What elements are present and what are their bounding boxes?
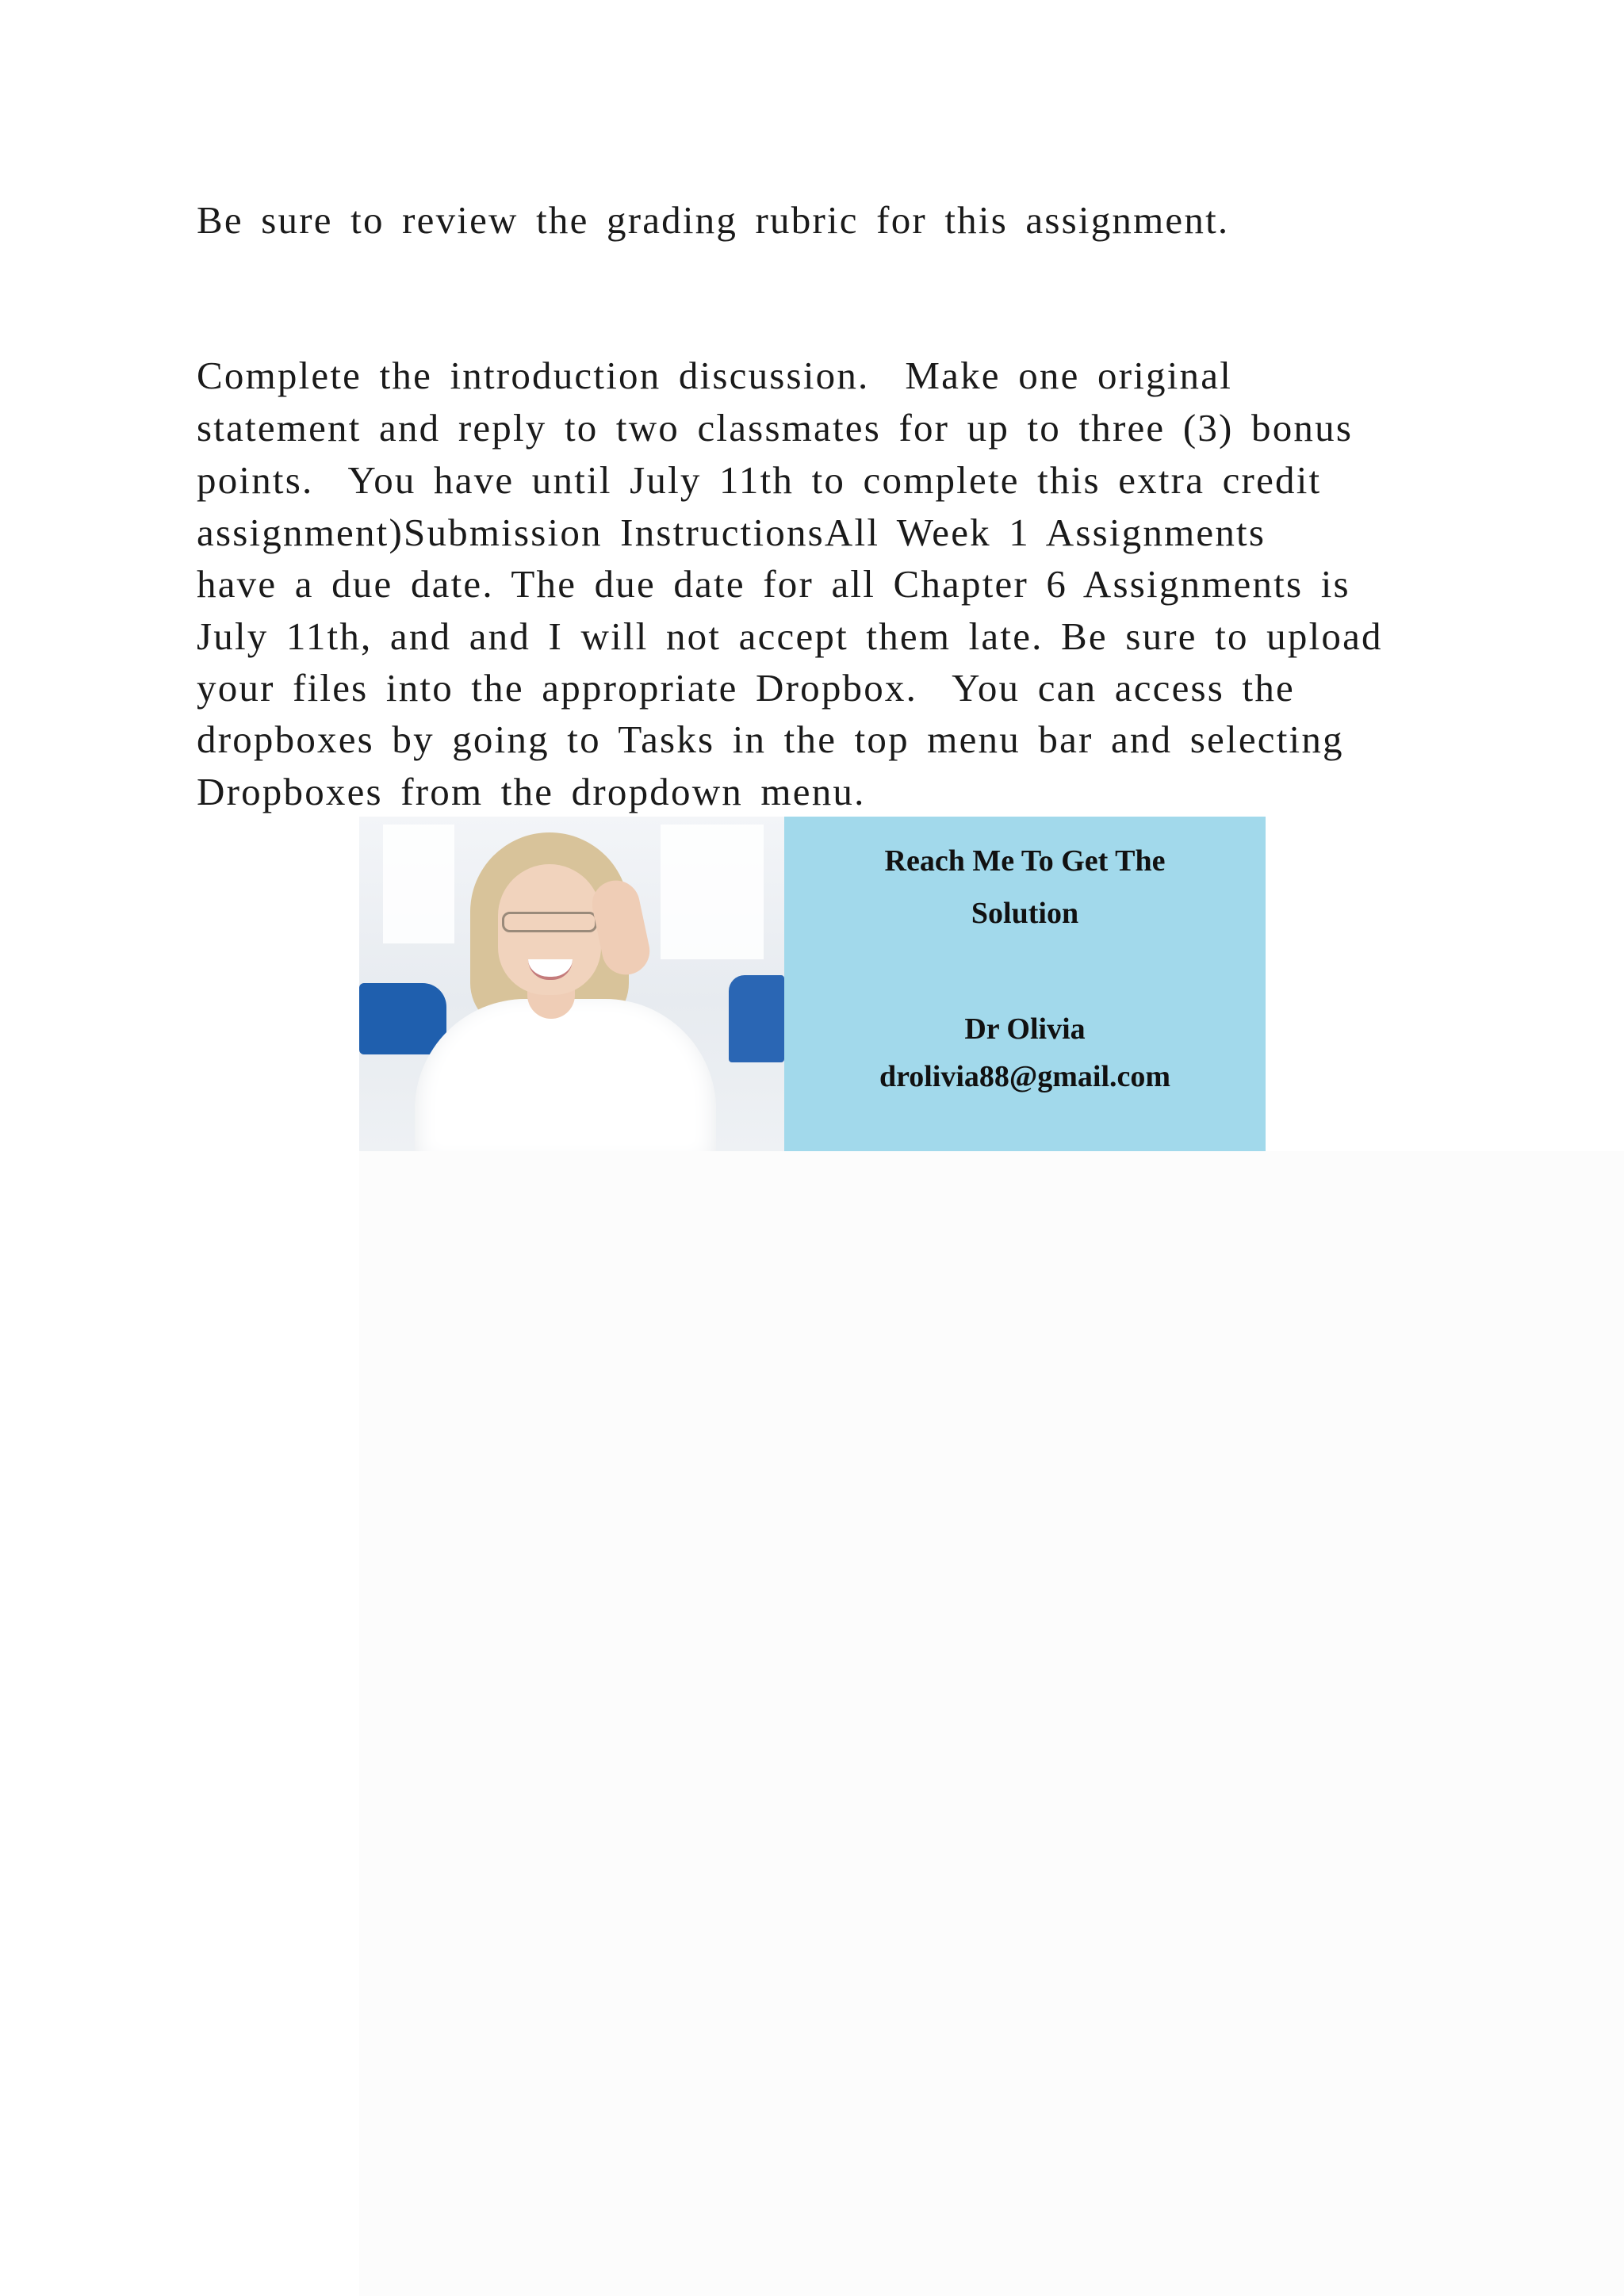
paragraph-line: points. You have until July 11th to complete this extra credit <box>197 458 1322 502</box>
paragraph-line: statement and reply to two classmates for up to three (3) bonus <box>197 406 1354 450</box>
paragraph-line: your files into the appropriate Dropbox. You can access the <box>197 666 1295 710</box>
paragraph-line: dropboxes by going to Tasks in the top menu bar and selecting <box>197 718 1344 761</box>
window-pane <box>383 825 454 943</box>
contact-card <box>784 817 1266 1151</box>
paragraph-line: Dropboxes from the dropdown menu. <box>197 770 866 813</box>
glasses-icon <box>502 912 597 932</box>
contact-email[interactable]: drolivia88@gmail.com <box>879 1060 1171 1093</box>
blank-area <box>359 1151 1624 2296</box>
card-heading-line1: Reach Me To Get The <box>884 844 1166 878</box>
card-heading-line2: Solution <box>971 897 1079 930</box>
paragraph-line: July 11th, and and I will not accept them late. Be sure to upload <box>197 614 1383 658</box>
rubric-reminder: Be sure to review the grading rubric for this assignment. <box>197 198 1230 242</box>
blue-chair <box>729 975 784 1062</box>
paragraph-line: assignment)Submission InstructionsAll Week 1 Assignments <box>197 511 1266 554</box>
woman-photo <box>359 817 784 1151</box>
contact-banner <box>359 817 1266 1151</box>
paragraph-line: have a due date. The due date for all Chapter 6 Assignments is <box>197 562 1350 606</box>
blue-chair <box>359 983 446 1054</box>
window-pane <box>661 825 764 959</box>
contact-name: Dr Olivia <box>964 1012 1086 1046</box>
white-shirt <box>415 999 716 1151</box>
paragraph-line: Complete the introduction discussion. Make one original <box>197 354 1233 397</box>
